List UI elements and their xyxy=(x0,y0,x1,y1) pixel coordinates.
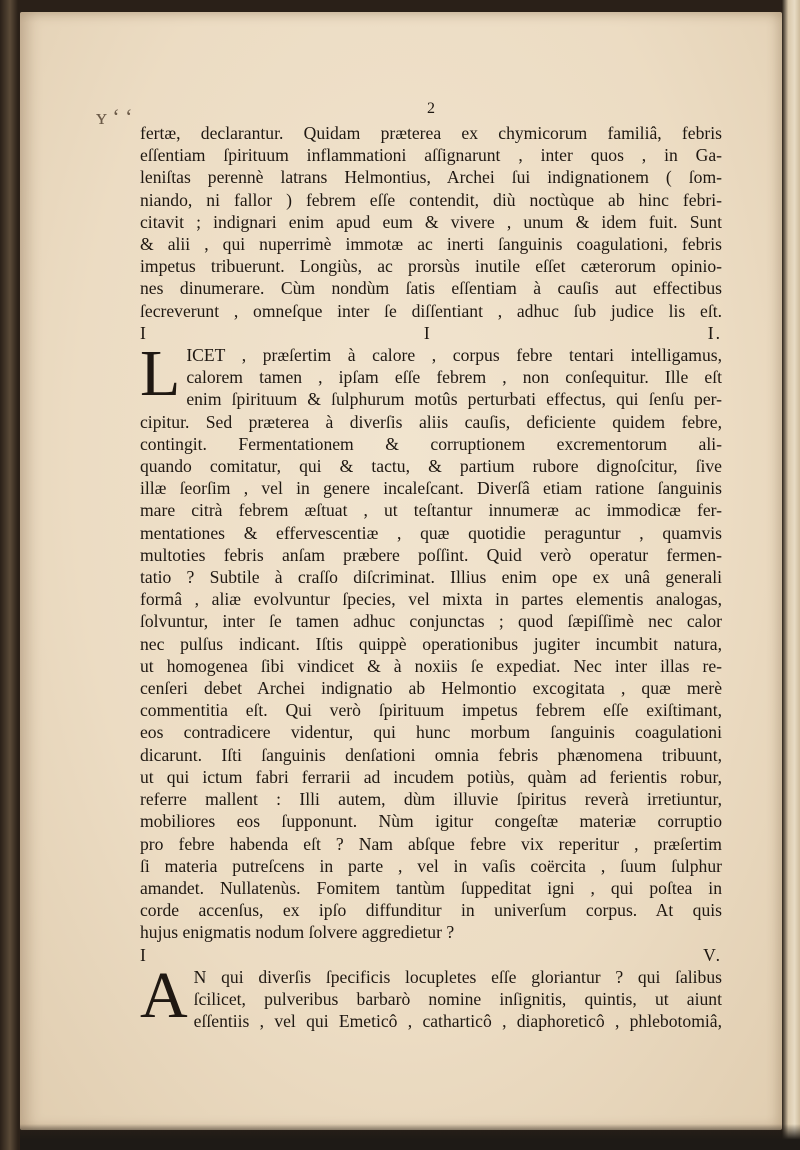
text-line: calorem tamen , ipſam eſſe febrem , non conſequitur. Ille eſt xyxy=(186,367,722,388)
drop-cap: A xyxy=(140,958,188,1032)
margin-mark: ʏ ‘ ‘ xyxy=(96,104,133,129)
text-line: mobiliores eos ſupponunt. Nùm igitur congeſtæ materiæ corruptio xyxy=(140,811,722,832)
text-line: referre mallent : Illi autem, dùm illuvie ſpiritus reverà irretiuntur, xyxy=(140,789,722,810)
text-line: tatio ? Subtile à craſſo diſcriminat. Illius enim ope ex unâ generali xyxy=(140,567,722,588)
text-line: mare citrà febrem æſtuat , ut teſtantur innumeræ ac immodicæ fer- xyxy=(140,500,722,521)
text-line: multoties febris anſam præbere poſſint. Quid verò operatur fermen- xyxy=(140,544,722,565)
text-line: eſſentiam ſpirituum inflammationi aſſignarunt , inter quos , in Ga- xyxy=(140,145,722,166)
text-line: leniſtas perennè latrans Helmontius, Archei ſui indignationem ( ſom- xyxy=(140,167,722,188)
text-line: amandet. Nullatenùs. Fomitem tantùm ſuppeditat igni , qui poſtea in xyxy=(140,877,722,898)
section-heading-iv: I V. xyxy=(140,944,722,965)
text-line: & alii , qui nuperrimè immotæ ac inerti ſanguinis coagulationi, febris xyxy=(140,234,722,255)
bottom-shadow xyxy=(20,1124,800,1150)
text-line: impetus tribuerunt. Longiùs, ac prorsùs inutile eſſet cæterorum opinio- xyxy=(140,256,722,277)
text-line: ſcilicet, pulveribus barbarò nomine inſignitis, quintis, ut aiunt xyxy=(193,988,722,1009)
text-line: ſi materia putreſcens in parte , vel in vaſis coërcita , ſuum ſulphur xyxy=(140,855,722,876)
text-line: ut homogenea ſibi vindicet & à noxiis ſe expediat. Nec inter illas re- xyxy=(140,655,722,676)
text-line: enim ſpirituum & ſulphurum motûs perturbati effectus, qui ſenſu per- xyxy=(186,389,722,410)
text-line: niando, ni fallor ) febrem eſſe contendit, diù noctùque ab hinc febri- xyxy=(140,189,722,210)
drop-cap: L xyxy=(140,337,181,411)
text-line: mentationes & effervescentiæ , quæ quotidie peraguntur , quamvis xyxy=(140,522,722,543)
section-heading-iii: I I I. xyxy=(140,322,722,343)
text-line: cenſeri debet Archei indignatio ab Helmontio excogitata , quæ merè xyxy=(140,678,722,699)
text-line: N qui diverſis ſpecificis locupletes eſſe gloriantur ? qui ſalibus xyxy=(193,966,722,987)
section-ii-paragraph xyxy=(140,122,722,322)
section-iii-paragraph xyxy=(140,337,722,943)
text-line: ICET , præſertim à calore , corpus febre tentari intelligamus, xyxy=(186,345,722,366)
text-line: quando comitatur, qui & tactu, & partium rubore dignoſcitur, ſive xyxy=(140,456,722,477)
text-line: contingit. Fermentationem & corruptionem excrementorum ali- xyxy=(140,433,722,454)
text-line: ut qui ictum fabri ferrarii ad incudem potiùs, quàm ad ferientis robur, xyxy=(140,766,722,787)
text-line: formâ , aliæ evolvuntur ſpecies, vel mixta in partes elementis analogas, xyxy=(140,589,722,610)
section-iv-paragraph xyxy=(140,958,722,1033)
facing-page-edge xyxy=(782,0,800,1150)
text-line: eos contradicere videntur, qui hunc morbum ſanguinis coagulationi xyxy=(140,722,722,743)
text-line: eſſentiis , vel qui Emeticô , catharticô , diaphoreticô , phlebotomiâ, xyxy=(193,1011,722,1032)
text-line: nes dinumerare. Cùm nondùm ſatis eſſentiam à cauſis aut effectibus xyxy=(140,278,722,299)
text-line: citavit ; indignari enim apud eum & vivere , unum & idem fuit. Sunt xyxy=(140,211,722,232)
page-text xyxy=(140,100,722,1032)
text-line: cipitur. Sed præterea à diverſis aliis cauſis, deficiente quidem febre, xyxy=(140,411,722,432)
text-line: pro febre habenda eſt ? Nam abſque febre vix reperitur , præſertim xyxy=(140,833,722,854)
text-line: ſolvuntur, inter ſe tamen adhuc conjunctas ; quod ſæpiſſimè nec calor xyxy=(140,611,722,632)
text-line: corde accenſus, ex ipſo diffunditur in univerſum corpus. At quis xyxy=(140,900,722,921)
text-line: fertæ, declarantur. Quidam præterea ex chymicorum familiâ, febris xyxy=(140,123,722,143)
text-line: hujus enigmatis nodum ſolvere aggredietur ? xyxy=(140,922,455,943)
text-line: ſecreverunt , omneſque inter ſe diſſentiant , adhuc ſub judice lis eſt. xyxy=(140,300,722,321)
text-line: dicarunt. Iſti ſanguinis denſationi omnia febris phænomena tribuunt, xyxy=(140,744,722,765)
page-number: 2 xyxy=(427,100,435,117)
text-line: nec pulſus indicant. Iſtis quippè operationibus jugiter incumbit natura, xyxy=(140,633,722,654)
text-line: illæ ſeorſim , vel in genere incaleſcant. Diverſâ etiam ratione ſanguinis xyxy=(140,478,722,499)
text-line: commentitia eſt. Qui verò ſpirituum impetus febrem eſſe exiſtimant, xyxy=(140,700,722,721)
